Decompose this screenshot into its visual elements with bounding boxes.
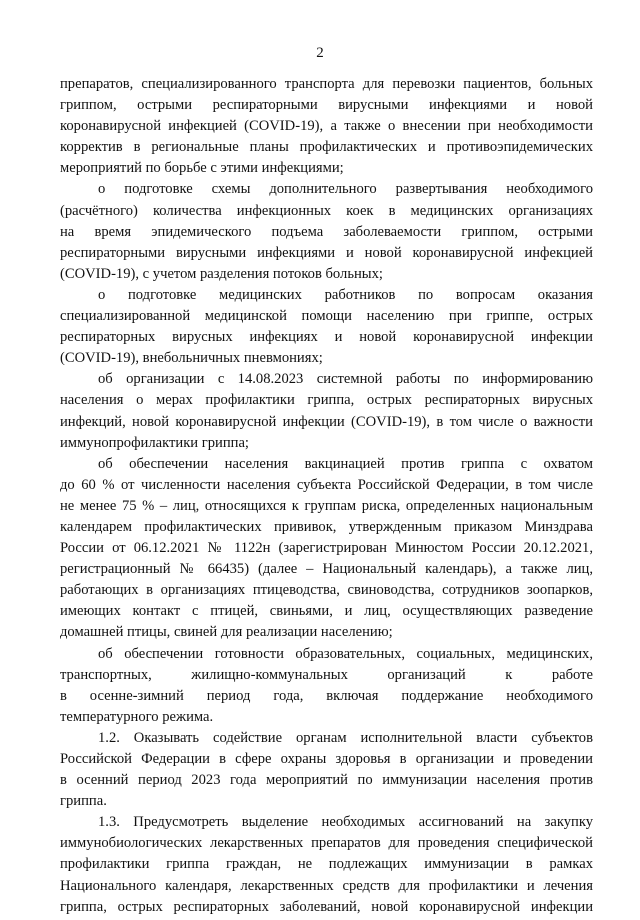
text-line: 1.2. Оказывать содействие органам исполнительной власти субъектов (98, 729, 593, 746)
paragraph (60, 454, 593, 644)
text-line: на время эпидемического подъема заболеваемости гриппом, острыми (60, 223, 593, 240)
text-line: календарем профилактических прививок, утвержденным приказом Минздрава (60, 518, 593, 535)
text-line: Российской Федерации в сфере охраны здоровья в организации и проведении (60, 751, 593, 767)
document-body (60, 74, 593, 918)
text-line: имеющих контакт с птицей, свиньями, и лиц, осуществляющих разведение (60, 603, 593, 620)
text-line: транспортных, жилищно-коммунальных организаций к работе (60, 666, 593, 683)
text-line: не менее 75 % – лиц, относящихся к группам риска, определенных национальным (60, 497, 593, 514)
text-line: о подготовке медицинских работников по вопросам оказания (98, 286, 593, 303)
text-line: (COVID-19), с учетом разделения потоков больных; (60, 265, 383, 282)
text-line: до 60 % от численности населения субъекта Российской Федерации, в том числе (60, 476, 593, 493)
paragraph (60, 812, 593, 917)
text-line: регистрационный № 66435) (далее – Национальный календарь), а также лиц, (60, 561, 593, 578)
text-line: респираторных вирусных инфекциях и новой коронавирусной инфекции (60, 329, 593, 346)
text-line: инфекций, новой коронавирусной инфекции (COVID-19), в том числе о важности (60, 413, 593, 430)
text-line: об обеспечении готовности образовательных, социальных, медицинских, (98, 645, 593, 662)
text-line: населения о мерах профилактики гриппа, острых респираторных вирусных (60, 392, 593, 409)
text-line: об организации с 14.08.2023 системной работы по информированию (98, 371, 593, 388)
paragraph (60, 285, 593, 369)
text-line: о подготовке схемы дополнительного развертывания необходимого (98, 181, 593, 198)
text-line: иммунобиологических лекарственных препаратов для проведения специфической (60, 835, 593, 852)
paragraph (60, 728, 593, 812)
text-line: коронавирусной инфекцией (COVID-19), а также о внесении при необходимости (60, 118, 593, 135)
text-line: мероприятий по борьбе с этими инфекциями; (60, 160, 344, 177)
text-line: специализированной медицинской помощи населению при гриппе, острых (60, 308, 593, 325)
text-line: домашней птицы, свиней для реализации населению; (60, 624, 393, 641)
text-line: Национального календаря, лекарственных средств для профилактики и лечения (60, 877, 593, 894)
text-line: респираторными вирусными инфекциями и новой коронавирусной инфекцией (60, 244, 593, 261)
text-line: гриппом, острыми респираторными вирусными инфекциями и новой (60, 97, 593, 114)
text-line: гриппа. (60, 793, 107, 810)
paragraph (60, 369, 593, 453)
page-number: 2 (316, 45, 324, 61)
text-line: (COVID-19), внебольничных пневмониях; (60, 350, 323, 367)
text-line: гриппа, острых респираторных заболеваний, новой коронавирусной инфекции (60, 898, 593, 915)
text-line: температурного режима. (60, 708, 214, 725)
text-line: об обеспечении населения вакцинацией против гриппа с охватом (98, 455, 593, 472)
text-line: (расчётного) количества инфекционных коек в медицинских организациях (60, 202, 593, 219)
paragraph (60, 74, 593, 179)
text-line: России от 06.12.2021 № 1122н (зарегистрирован Минюстом России 20.12.2021, (60, 540, 593, 557)
text-line: в осенний период 2023 года мероприятий по иммунизации населения против (60, 772, 593, 789)
text-line: иммунопрофилактики гриппа; (60, 434, 249, 451)
text-line: корректив в региональные планы профилактических и противоэпидемических (60, 139, 593, 156)
text-line: в осенне-зимний период года, включая поддержание необходимого (60, 687, 593, 704)
text-line: 1.3. Предусмотреть выделение необходимых ассигнований на закупку (98, 814, 593, 831)
paragraph (60, 179, 593, 284)
text-line: работающих в организациях птицеводства, свиноводства, сотрудников зоопарков, (60, 582, 593, 599)
text-line: препаратов, специализированного транспорта для перевозки пациентов, больных (60, 76, 593, 92)
text-line: профилактики гриппа граждан, не подлежащих иммунизации в рамках (60, 856, 593, 873)
paragraph (60, 644, 593, 728)
